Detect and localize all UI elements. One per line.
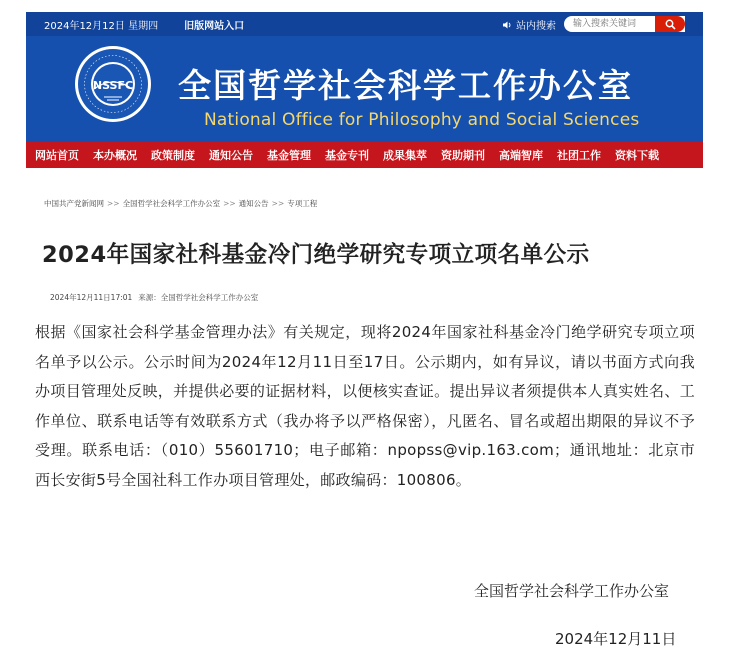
- breadcrumb-separator: >>: [223, 199, 236, 208]
- article-sign-date: 2024年12月11日: [555, 630, 677, 648]
- breadcrumb-item[interactable]: 全国哲学社会科学工作办公室: [122, 199, 221, 208]
- article-source: 来源：全国哲学社会科学工作办公室: [138, 293, 259, 302]
- site-search-text: 站内搜索: [516, 21, 556, 32]
- nav-item-about[interactable]: 本办概况: [93, 149, 137, 162]
- old-site-link[interactable]: 旧版网站入口: [184, 20, 245, 32]
- article-paragraph: 根据《国家社会科学基金管理办法》有关规定，现将2024年国家社科基金冷门绝学研究专项立项名单予以公示。公示时间为2024年12月11日至17日。公示期内，如有异议，请以书面方式向我办项目管理处反映，并提供必要的证据材料，以便核实查证。提出异议者须提供本人真实姓名、工作单位、联系电话等有效联系方式（我办将予以严格保密），凡匿名、冒名或超出期限的异议不予受理。联系电话：（010）55601710；电子邮箱：npopss@vip.163.com；通讯地址：北京市西长安街5号全国社科工作办项目管理处，邮政编码：100806。: [35, 323, 695, 489]
- site-title-cn: 全国哲学社会科学工作办公室: [178, 66, 633, 105]
- nav-item-societies[interactable]: 社团工作: [557, 149, 601, 162]
- site-banner: [26, 36, 703, 142]
- nav-item-home[interactable]: 网站首页: [35, 149, 79, 162]
- nav-item-fund-journal[interactable]: 基金专刊: [325, 149, 369, 162]
- nav-item-policy[interactable]: 政策制度: [151, 149, 195, 162]
- breadcrumb-separator: >>: [271, 199, 285, 208]
- nav-item-fund-management[interactable]: 基金管理: [267, 149, 311, 162]
- search-icon: [665, 19, 676, 30]
- speaker-icon: [502, 20, 512, 30]
- breadcrumb-item[interactable]: 通知公告: [238, 199, 269, 208]
- current-date: 2024年12月12日 星期四: [44, 20, 159, 32]
- site-search-label: [502, 17, 556, 32]
- breadcrumb: [44, 198, 703, 209]
- article-header: [26, 180, 703, 303]
- nav-item-notices[interactable]: 通知公告: [209, 149, 253, 162]
- nssfc-logo[interactable]: [74, 45, 152, 123]
- top-bar: [26, 12, 703, 36]
- site-title-en: National Office for Philosophy and Social Sciences: [204, 110, 640, 130]
- breadcrumb-item[interactable]: 中国共产党新闻网: [44, 199, 104, 208]
- main-nav: [26, 142, 703, 168]
- article-datetime: 2024年12月11日17:01: [50, 293, 133, 302]
- article-title: 2024年国家社科基金冷门绝学研究专项立项名单公示: [42, 242, 590, 268]
- nav-item-downloads[interactable]: 资料下载: [615, 149, 659, 162]
- nav-item-funded-journals[interactable]: 资助期刊: [441, 149, 485, 162]
- article-signature: 全国哲学社会科学工作办公室: [474, 582, 670, 600]
- search-button[interactable]: [655, 16, 685, 32]
- breadcrumb-separator: >>: [107, 199, 120, 208]
- breadcrumb-item[interactable]: 专项工程: [287, 199, 318, 208]
- svg-text:NSSFC: NSSFC: [92, 79, 134, 92]
- article-body: [35, 318, 695, 496]
- article-meta: [50, 292, 703, 303]
- nav-item-think-tanks[interactable]: 高端智库: [499, 149, 543, 162]
- site-header: [26, 12, 703, 168]
- nav-item-achievements[interactable]: 成果集萃: [383, 149, 427, 162]
